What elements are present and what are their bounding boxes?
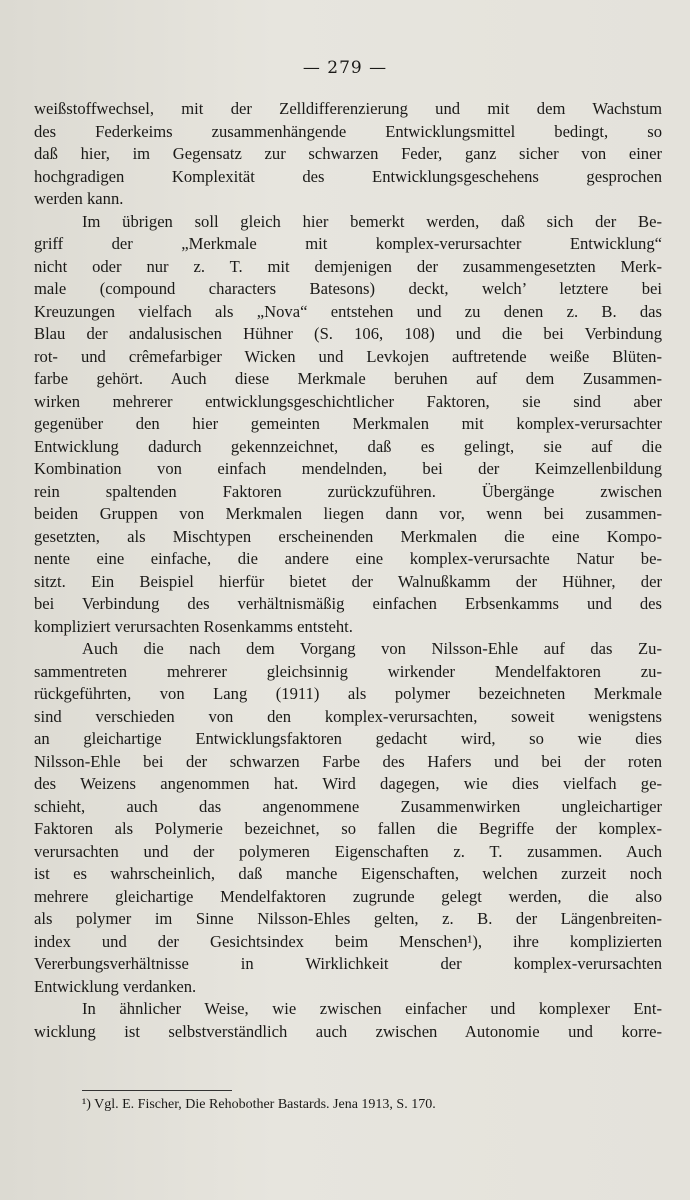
text-line: sind verschieden von den komplex-verursachten, soweit wenigstens (34, 706, 662, 726)
text-line: schieht, auch das angenommene Zusammenwirken ungleichartiger (34, 796, 662, 816)
text-line: Entwicklung dadurch gekennzeichnet, daß es gelingt, sie auf die (34, 436, 662, 456)
text-line: gesetzten, als Mischtypen erscheinenden Merkmalen die eine Kompo- (34, 526, 662, 546)
text-line: rein spaltenden Faktoren zurückzuführen. Übergänge zwischen (34, 481, 662, 501)
text-line: kompliziert verursachten Rosenkamms entsteht. (34, 616, 353, 636)
text-line: In ähnlicher Weise, wie zwischen einfacher und komplexer Ent- (82, 999, 662, 1018)
text-line: farbe gehört. Auch diese Merkmale beruhen auf dem Zusammen- (34, 369, 662, 388)
text-line: Vererbungsverhältnisse in Wirklichkeit der komplex-verursachten (34, 954, 662, 973)
text-line: hochgradigen Komplexität des Entwicklungsgeschehens gesprochen (34, 166, 662, 186)
text-line: weißstoffwechsel, mit der Zelldifferenzierung und mit dem Wachstum (34, 99, 662, 118)
text-line: Auch die nach dem Vorgang von Nilsson-Ehle auf das Zu- (82, 639, 662, 658)
text-line: mehrere gleichartige Mendelfaktoren zugrunde gelegt werden, die also (34, 886, 662, 906)
text-line: Faktoren als Polymerie bezeichnet, so fallen die Begriffe der komplex- (34, 819, 662, 838)
text-line: des Federkeims zusammenhängende Entwicklungsmittel bedingt, so (34, 121, 662, 141)
text-line: an gleichartige Entwicklungsfaktoren gedacht wird, so wie dies (34, 729, 662, 748)
text-line: wicklung ist selbstverständlich auch zwischen Autonomie und korre- (34, 1021, 662, 1041)
text-line: bei Verbindung des verhältnismäßig einfachen Erbsenkamms und des (34, 594, 662, 613)
text-line: Im übrigen soll gleich hier bemerkt werden, daß sich der Be- (82, 211, 662, 231)
text-line: gegenüber den hier gemeinten Merkmalen mit komplex-verursachter (34, 414, 662, 433)
text-line: nicht oder nur z. T. mit demjenigen der zusammengesetzten Merk- (34, 256, 662, 276)
text-line: Entwicklung verdanken. (34, 976, 197, 996)
body-text (34, 98, 662, 1043)
footnote-divider (82, 1090, 232, 1091)
text-line: werden kann. (34, 189, 124, 208)
text-line: verursachten und der polymeren Eigenschaften z. T. zusammen. Auch (34, 841, 662, 861)
page-number: — 279 — (302, 58, 388, 78)
text-line: rückgeführten, von Lang (1911) als polymer bezeichneten Merkmale (34, 684, 662, 703)
text-line: male (compound characters Batesons) deckt, welch’ letztere bei (34, 279, 662, 298)
text-line: index und der Gesichtsindex beim Menschen¹), ihre komplizierten (34, 931, 662, 951)
text-line: griff der „Merkmale mit komplex-verursachter Entwicklung“ (34, 234, 662, 253)
text-line: sammentreten mehrerer gleichsinnig wirkender Mendelfaktoren zu- (34, 661, 662, 681)
text-line: als polymer im Sinne Nilsson-Ehles gelten, z. B. der Längenbreiten- (34, 909, 662, 928)
text-line: rot- und crêmefarbiger Wicken und Levkojen auftretende weiße Blüten- (34, 346, 662, 366)
text-line: ist es wahrscheinlich, daß manche Eigenschaften, welchen zurzeit noch (34, 864, 662, 883)
text-line: Blau der andalusischen Hühner (S. 106, 108) und die bei Verbindung (34, 324, 662, 343)
text-line: Nilsson-Ehle bei der schwarzen Farbe des Hafers und bei der roten (34, 751, 662, 771)
text-line: Kreuzungen vielfach als „Nova“ entstehen und zu denen z. B. das (34, 301, 662, 321)
text-line: beiden Gruppen von Merkmalen liegen dann vor, wenn bei zusammen- (34, 504, 662, 523)
text-line: daß hier, im Gegensatz zur schwarzen Feder, ganz sicher von einer (34, 144, 662, 163)
text-line: des Weizens angenommen hat. Wird dagegen, wie dies vielfach ge- (34, 774, 662, 793)
text-line: wirken mehrerer entwicklungsgeschichtlicher Faktoren, sie sind aber (34, 391, 662, 411)
text-line: nente eine einfache, die andere eine komplex-verursachte Natur be- (34, 549, 662, 568)
text-line: sitzt. Ein Beispiel hierfür bietet der Walnußkamm der Hühner, der (34, 571, 662, 591)
text-line: Kombination von einfach mendelnden, bei der Keimzellenbildung (34, 459, 662, 478)
footnote: ¹) Vgl. E. Fischer, Die Rehobother Bastards. Jena 1913, S. 170. (82, 1097, 436, 1112)
